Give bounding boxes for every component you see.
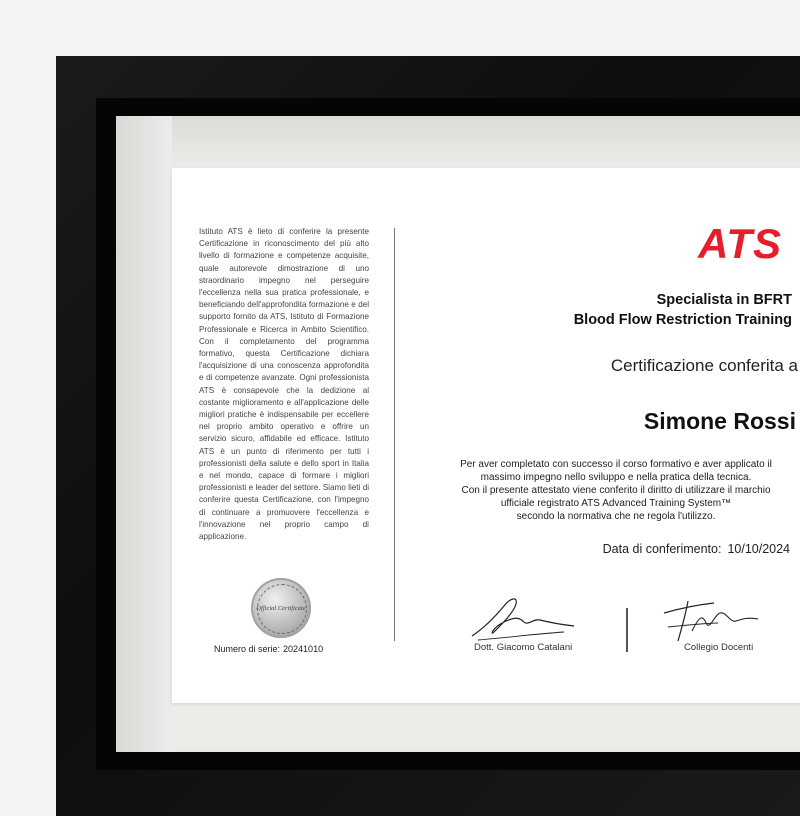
title-line-1: Specialista in BFRT (656, 292, 792, 308)
body-line-4: ufficiale registrato ATS Advanced Training System™ (500, 498, 732, 509)
recipient-name: Simone Rossi (643, 408, 796, 434)
date-value: 10/10/2024 (727, 542, 790, 556)
body-line-3: Con il presente attestato viene conferito il diritto di utilizzare il marchio (461, 485, 771, 496)
certificate-body (436, 458, 796, 523)
body-line-2: massimo impegno nello sviluppo e nella pratica della tecnica. (480, 472, 752, 483)
ats-logo: ATS (698, 220, 782, 267)
body-line-1: Per aver completato con successo il corso formativo e aver applicato il (460, 459, 772, 470)
signature-divider (626, 608, 628, 652)
mat-bevel-left (116, 116, 172, 752)
serial-label: Numero di serie: (214, 644, 281, 654)
conferred-to-label: Certificazione conferita a (610, 356, 798, 375)
serial-value: 20241010 (283, 644, 324, 654)
signatory-2-name: Collegio Docenti (684, 642, 754, 653)
certificate-paper (172, 168, 800, 703)
official-seal (251, 578, 311, 638)
conferral-date (603, 542, 790, 556)
certificate-title (574, 290, 792, 330)
signatory-1-name: Dott. Giacomo Catalani (474, 642, 573, 653)
mat-bevel-top (116, 116, 800, 168)
serial-number (214, 644, 323, 654)
signature-catalani (464, 588, 584, 648)
body-line-5: secondo la normativa che ne regola l'utilizzo. (516, 511, 716, 522)
date-label: Data di conferimento: (602, 542, 722, 556)
seal-text: Official Certificate (256, 604, 306, 612)
vertical-divider (394, 228, 395, 641)
signature-collegio (658, 593, 768, 648)
title-line-2: Blood Flow Restriction Training (573, 312, 792, 328)
certificate-description: Istituto ATS è lieto di conferire la presente Certificazione in riconoscimento del più alto livello di formazione e competenze acquisite, quale autorevole dimostrazione di uno straordinario impegno nel perseguire l'eccellenza nella sua pratica professionale, e beneficiando dell'approfondita formazione e del supporto fornito da ATS, Istituto di Formazione Professionale e Ricerca in Ambito Scientifico. Con il completamento del programma formativo, questa Certificazione dichiara l'acquisizione di una conoscenza approfondita e di competenze avanzate. Ogni professionista ATS è consapevole che la dedizione al costante miglioramento e all'applicazione delle migliori pratiche è indispensabile per eccellere nel proprio ambito operativo e offrire un servizio sicuro, affidabile ed efficace. Istituto ATS è un punto di riferimento per tutti i professionisti della salute e dello sport in Italia e nel mondo, capace di formare i migliori professionisti e leader del settore. Siamo lieti di conferire questa Certificazione, con l'impegno di continuare a promuovere l'eccellenza e l'innovazione nel proprio campo di applicazione. (199, 227, 369, 542)
